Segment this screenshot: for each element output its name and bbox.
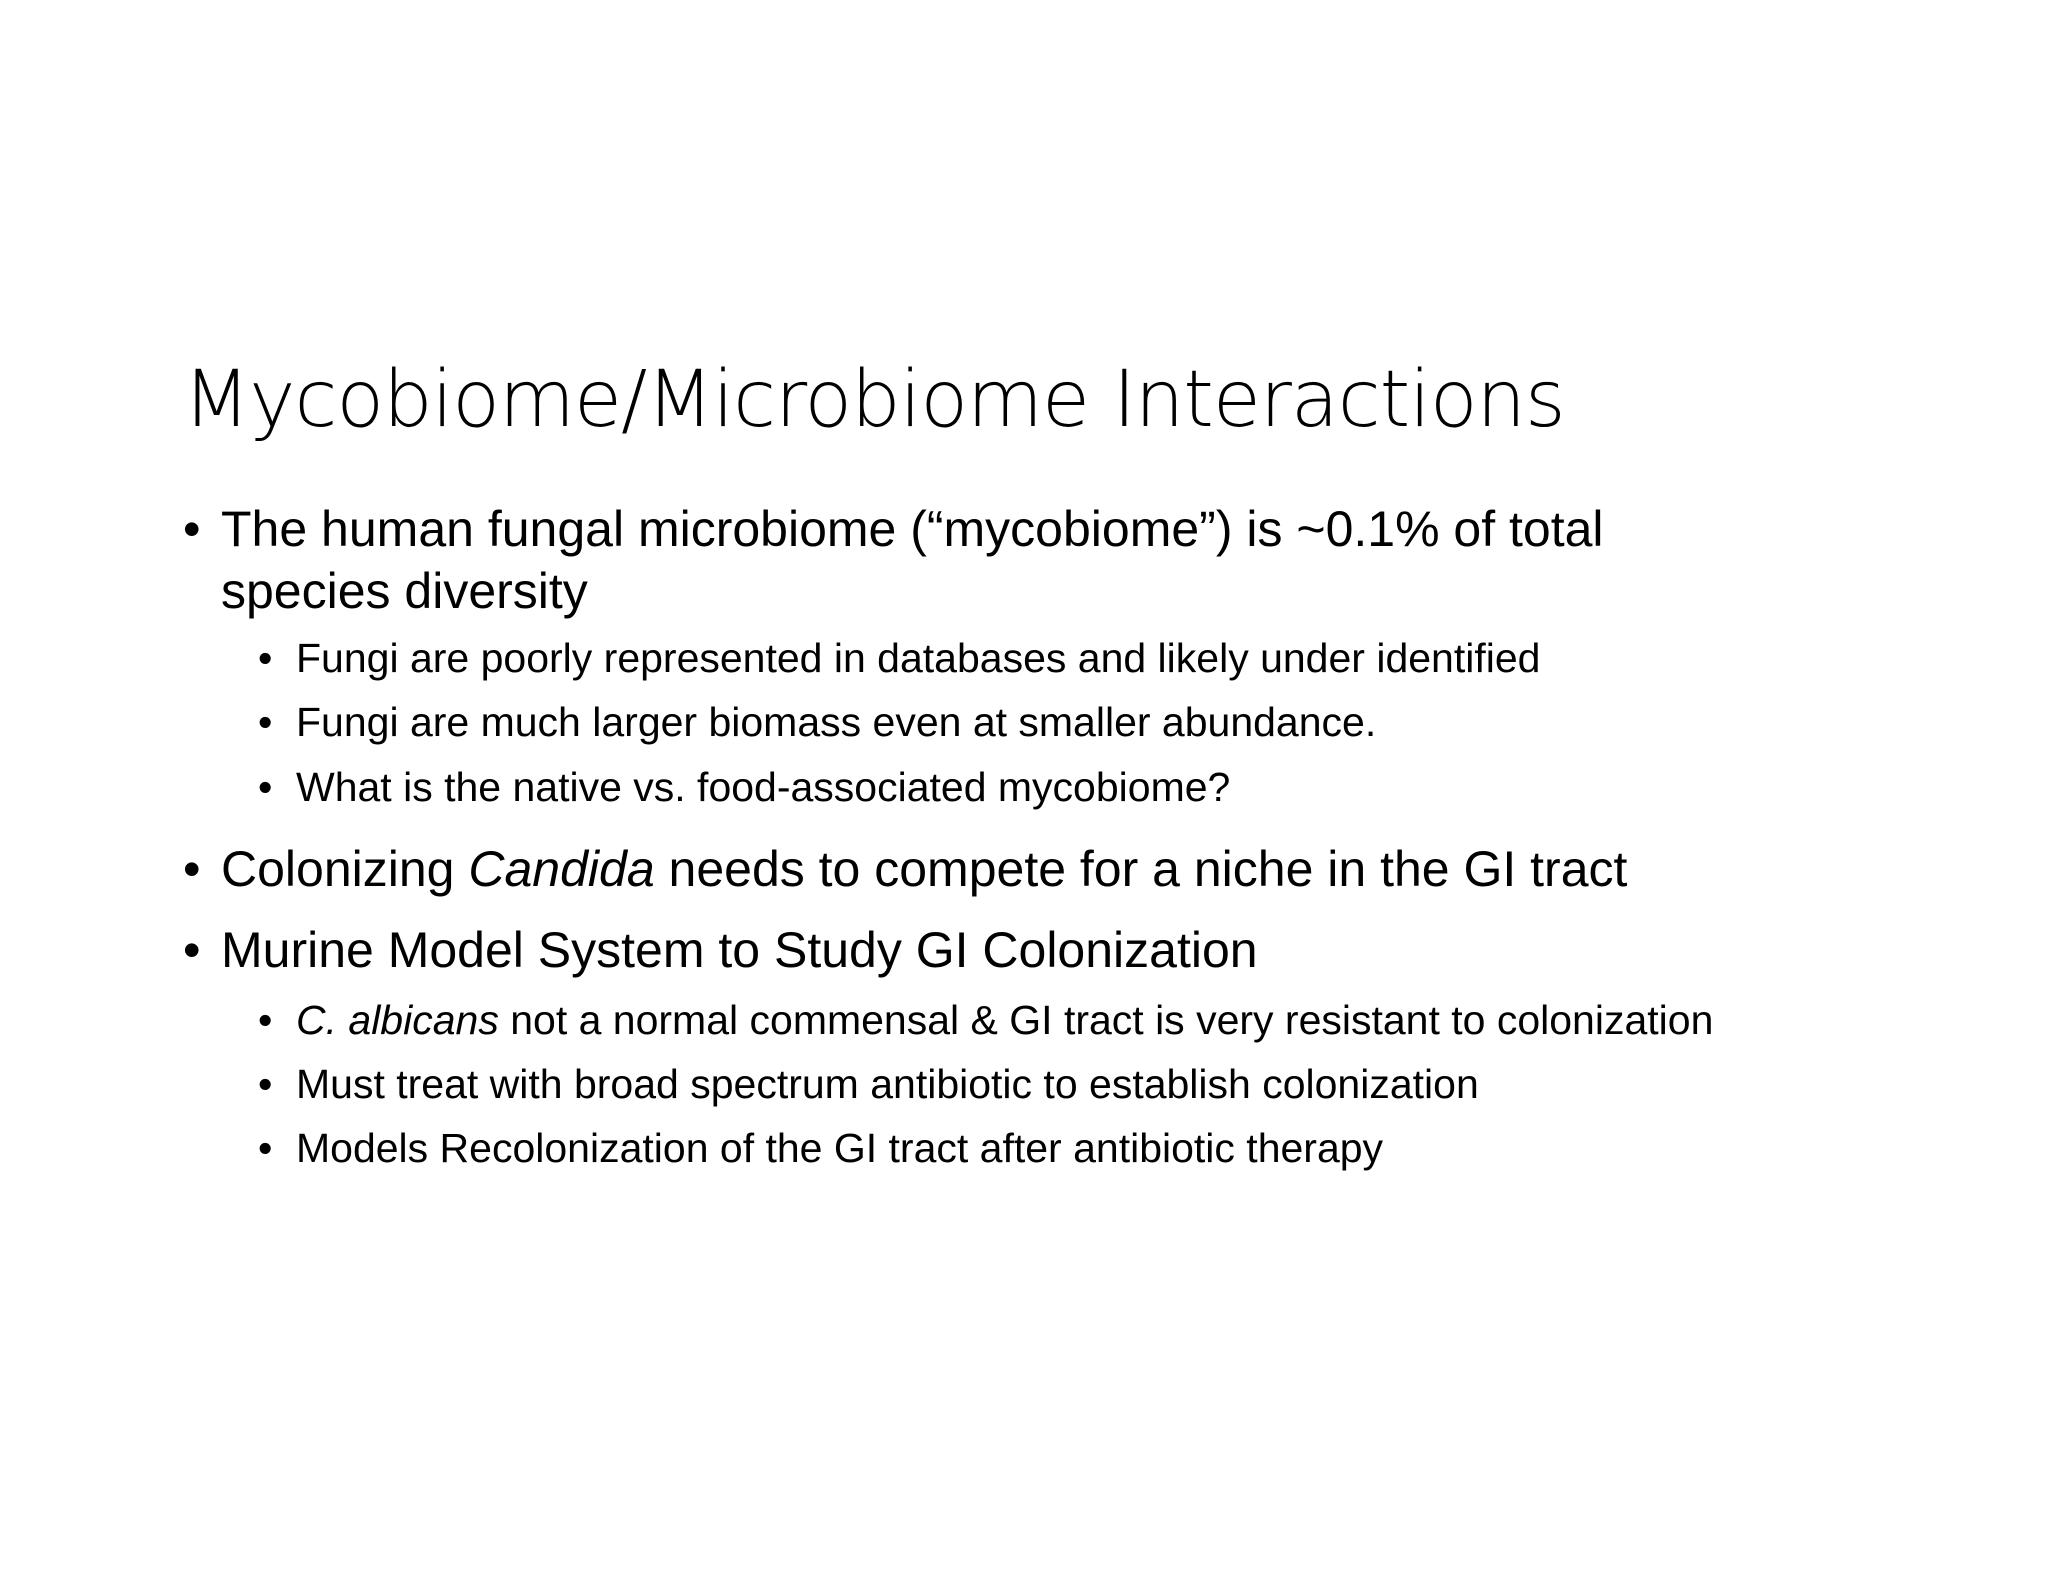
sub-bullet-icon: •	[258, 1125, 273, 1171]
sub-bullet-text: Must treat with broad spectrum antibiotic to establish colonization	[296, 1061, 1479, 1107]
sub-bullet-icon: •	[258, 764, 273, 810]
sub-bullet-text-post: not a normal commensal & GI tract is very resistant to colonization	[498, 997, 1714, 1043]
sub-bullet-text	[296, 995, 1713, 1045]
bullet-icon: •	[183, 841, 201, 897]
bullet-text	[221, 498, 1801, 560]
bullet-text	[221, 838, 1801, 900]
bullet-text: Murine Model System to Study GI Colonization	[221, 922, 1258, 978]
bullet-text-line-2: species diversity	[221, 563, 588, 619]
sub-bullet-text: Fungi are much larger biomass even at smaller abundance.	[296, 699, 1377, 745]
bullet-icon: •	[183, 922, 201, 978]
sub-bullet-icon: •	[258, 699, 273, 745]
bullet-text-post: needs to compete for a niche in the GI tract	[654, 841, 1628, 897]
sub-bullet-text: Models Recolonization of the GI tract after antibiotic therapy	[296, 1125, 1384, 1171]
sub-bullet-text: What is the native vs. food-associated mycobiome?	[296, 764, 1231, 810]
bullet-text-line-1: The human fungal microbiome (“mycobiome”) is ~0.1% of total	[221, 501, 1604, 557]
slide-title: Mycobiome/Microbiome Interactions	[183, 355, 1565, 445]
sub-bullet-icon: •	[258, 635, 273, 681]
sub-bullet-icon: •	[258, 997, 273, 1043]
bullet-icon: •	[183, 501, 201, 557]
bullet-text-italic: Candida	[468, 841, 655, 897]
bullet-text-pre: Colonizing	[221, 841, 469, 897]
sub-bullet-text-italic: C. albicans	[296, 997, 499, 1043]
sub-bullet-icon: •	[258, 1061, 273, 1107]
sub-bullet-text: Fungi are poorly represented in databases and likely under identified	[296, 635, 1541, 681]
